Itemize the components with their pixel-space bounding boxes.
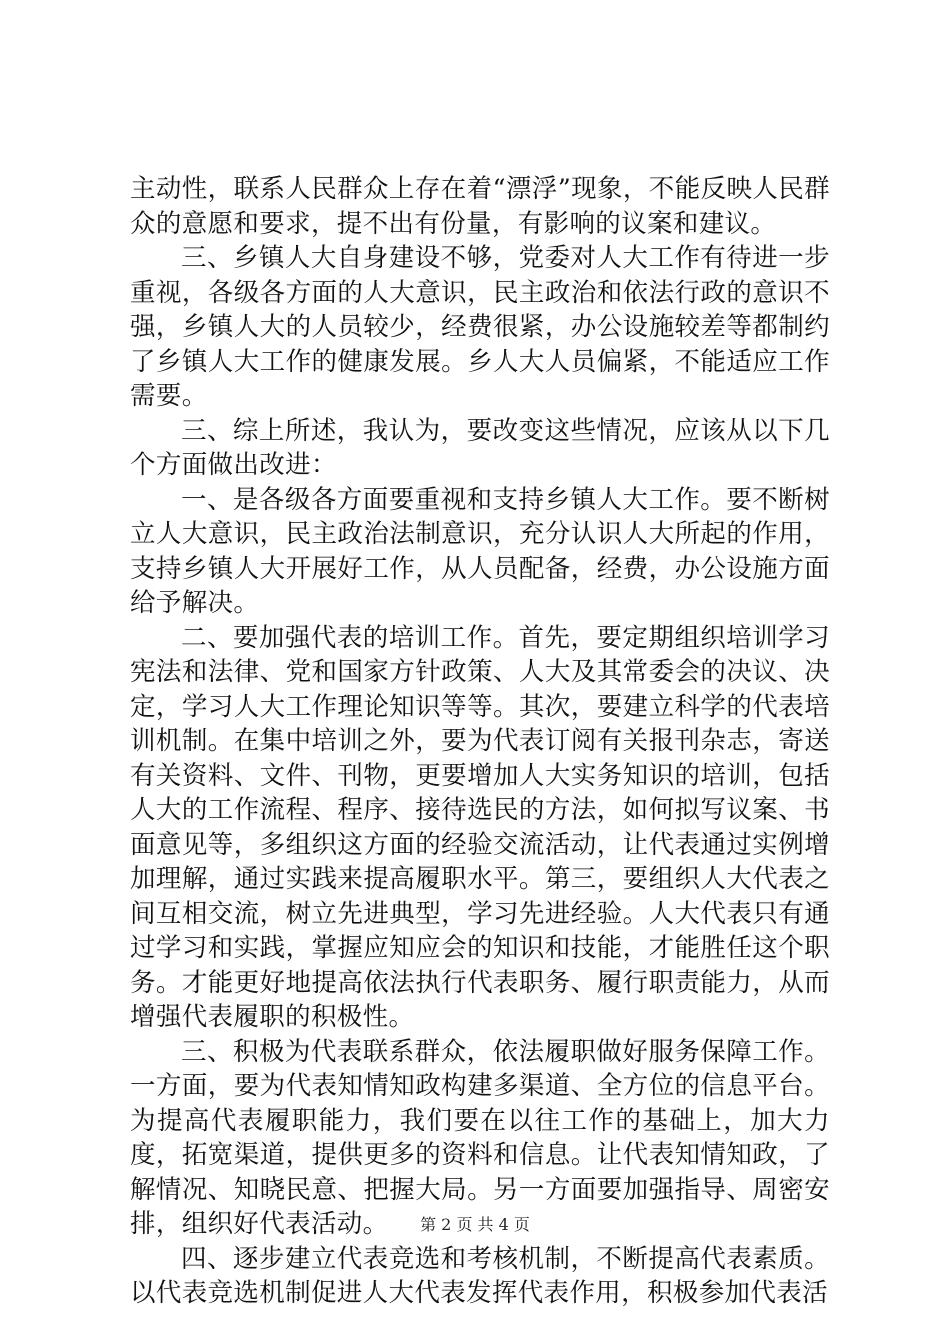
paragraph-self-construction: 三、乡镇人大自身建设不够，党委对人大工作有待进一步重视，各级各方面的人大意识，民主政治和依法行政的意识不强，乡镇人大的人员较少，经费很紧，办公设施较差等都制约了乡镇人大工作的健康发展。乡人大人员偏紧，不能适应工作需要。	[130, 243, 830, 411]
paragraph-point-four: 四、逐步建立代表竞选和考核机制，不断提高代表素质。以代表竞选机制促进人大代表发挥代表作用，积极参加代表活	[130, 1243, 830, 1308]
document-body	[130, 172, 830, 1311]
paragraph-summary: 三、综上所述，我认为，要改变这些情况，应该从以下几个方面做出改进：	[130, 415, 830, 480]
paragraph-point-three: 三、积极为代表联系群众，依法履职做好服务保障工作。一方面，要为代表知情知政构建多渠道、全方位的信息平台。为提高代表履职能力，我们要在以往工作的基础上，加大力度，拓宽渠道，提供更多的资料和信息。让代表知情知政，了解情况、知晓民意、把握大局。另一方面要加强指导、周密安排，组织好代表活动。	[130, 1036, 830, 1239]
page-number-footer: 第 2 页 共 4 页	[420, 1215, 530, 1234]
paragraph-point-one: 一、是各级各方面要重视和支持乡镇人大工作。要不断树立人大意识，民主政治法制意识，充分认识人大所起的作用，支持乡镇人大开展好工作，从人员配备，经费，办公设施方面给予解决。	[130, 484, 830, 618]
paragraph-continuation: 主动性，联系人民群众上存在着“漂浮”现象，不能反映人民群众的意愿和要求，提不出有份量，有影响的议案和建议。	[130, 174, 830, 239]
paragraph-point-two: 二、要加强代表的培训工作。首先，要定期组织培训学习宪法和法律、党和国家方针政策、人大及其常委会的决议、决定，学习人大工作理论知识等等。其次，要建立科学的代表培训机制。在集中培训之外，要为代表订阅有关报刊杂志，寄送有关资料、文件、刊物，更要增加人大实务知识的培训，包括人大的工作流程、程序、接待选民的方法，如何拟写议案、书面意见等，多组织这方面的经验交流活动，让代表通过实例增加理解，通过实践来提高履职水平。第三，要组织人大代表之间互相交流，树立先进典型，学习先进经验。人大代表只有通过学习和实践，掌握应知应会的知识和技能，才能胜任这个职务。才能更好地提高依法执行代表职务、履行职责能力，从而增强代表履职的积极性。	[130, 622, 830, 1032]
